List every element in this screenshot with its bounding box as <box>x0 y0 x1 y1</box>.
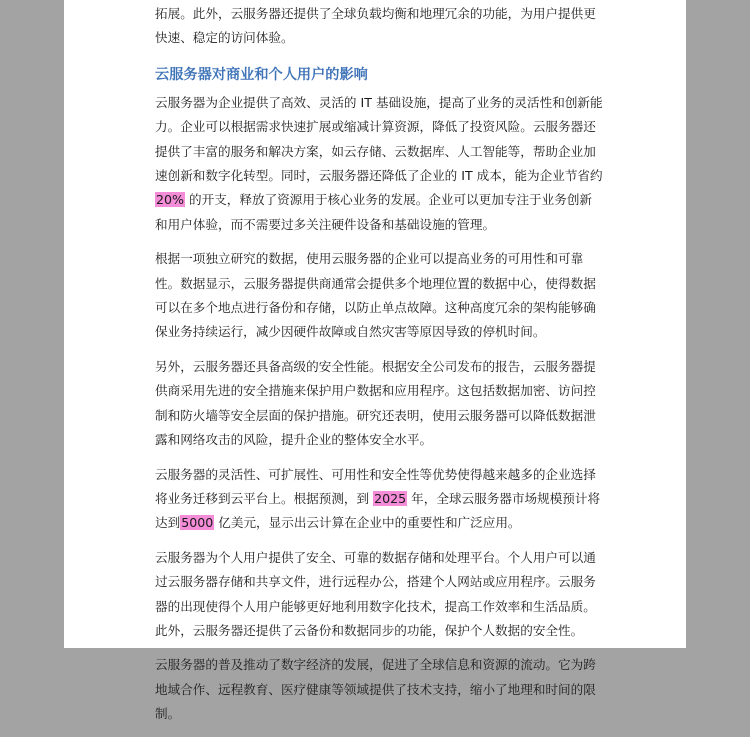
paragraph-text: 云服务器为企业提供了高效、灵活的 IT 基础设施，提高了业务的灵活性和创新能力。企业可以根据需求快速扩展或缩减计算资源，降低了投资风险。云服务器还提供了丰富的服务和解决方案，如云存储、云数据库、人工智能等，帮助企业加速创新和数字化转型。同时，云服务器还降低了企业的 IT 成本，能为企业节省约 <box>155 94 603 184</box>
section-heading: 云服务器对商业和个人用户的影响 <box>155 66 368 83</box>
highlighted-value: 20% <box>156 192 184 208</box>
paragraph-market-forecast <box>155 463 604 536</box>
paragraph-availability: 根据一项独立研究的数据，使用云服务器的企业可以提高业务的可用性和可靠性。数据显示，云服务器提供商通常会提供多个地理位置的数据中心，使得数据可以在多个地点进行备份和存储，以防止单点故障。这种高度冗余的架构能够确保业务持续运行，减少因硬件故障或自然灾害等原因导致的停机时间。 <box>155 251 596 340</box>
paragraph-personal-users: 云服务器为个人用户提供了安全、可靠的数据存储和处理平台。个人用户可以通过云服务器存储和共享文件，进行远程办公，搭建个人网站或应用程序。云服务器的出现使得个人用户能够更好地利用数字化技术，提高工作效率和生活品质。此外，云服务器还提供了云备份和数据同步的功能，保护个人数据的安全性。 <box>155 549 596 638</box>
document-page <box>64 0 686 722</box>
paragraph-text: 的开支，释放了资源用于核心业务的发展。企业可以更加专注于业务创新和用户体验，而不需要过多关注硬件设备和基础设施的管理。 <box>155 192 593 232</box>
paragraph-text: 亿美元，显示出云计算在企业中的重要性和广泛应用。 <box>214 515 521 531</box>
document-body <box>155 2 604 737</box>
highlighted-value: 5000 <box>181 515 214 531</box>
paragraph-text: 年，全球云服务器市场规模预计将达到 <box>155 490 601 531</box>
paragraph-business-benefits <box>155 91 604 237</box>
paragraph-text: 云服务器的灵活性、可扩展性、可用性和安全性等优势使得越来越多的企业选择将业务迁移到云平台上。根据预测，到 <box>155 466 596 506</box>
paragraph-digital-economy: 云服务器的普及推动了数字经济的发展，促进了全球信息和资源的流动。它为跨地域合作、远程教育、医疗健康等领域提供了技术支持，缩小了地理和时间的限制。 <box>155 657 596 722</box>
highlighted-year: 2025 <box>374 490 407 506</box>
paragraph-security: 另外，云服务器还具备高级的安全性能。根据安全公司发布的报告，云服务器提供商采用先进的安全措施来保护用户数据和应用程序。这包括数据加密、访问控制和防火墙等安全层面的保护措施。研究还表明，使用云服务器可以降低数据泄露和网络攻击的风险，提升企业的整体安全水平。 <box>155 358 596 448</box>
lead-paragraph: 拓展。此外，云服务器还提供了全球负载均衡和地理冗余的功能，为用户提供更快速、稳定的访问体验。 <box>155 6 596 46</box>
